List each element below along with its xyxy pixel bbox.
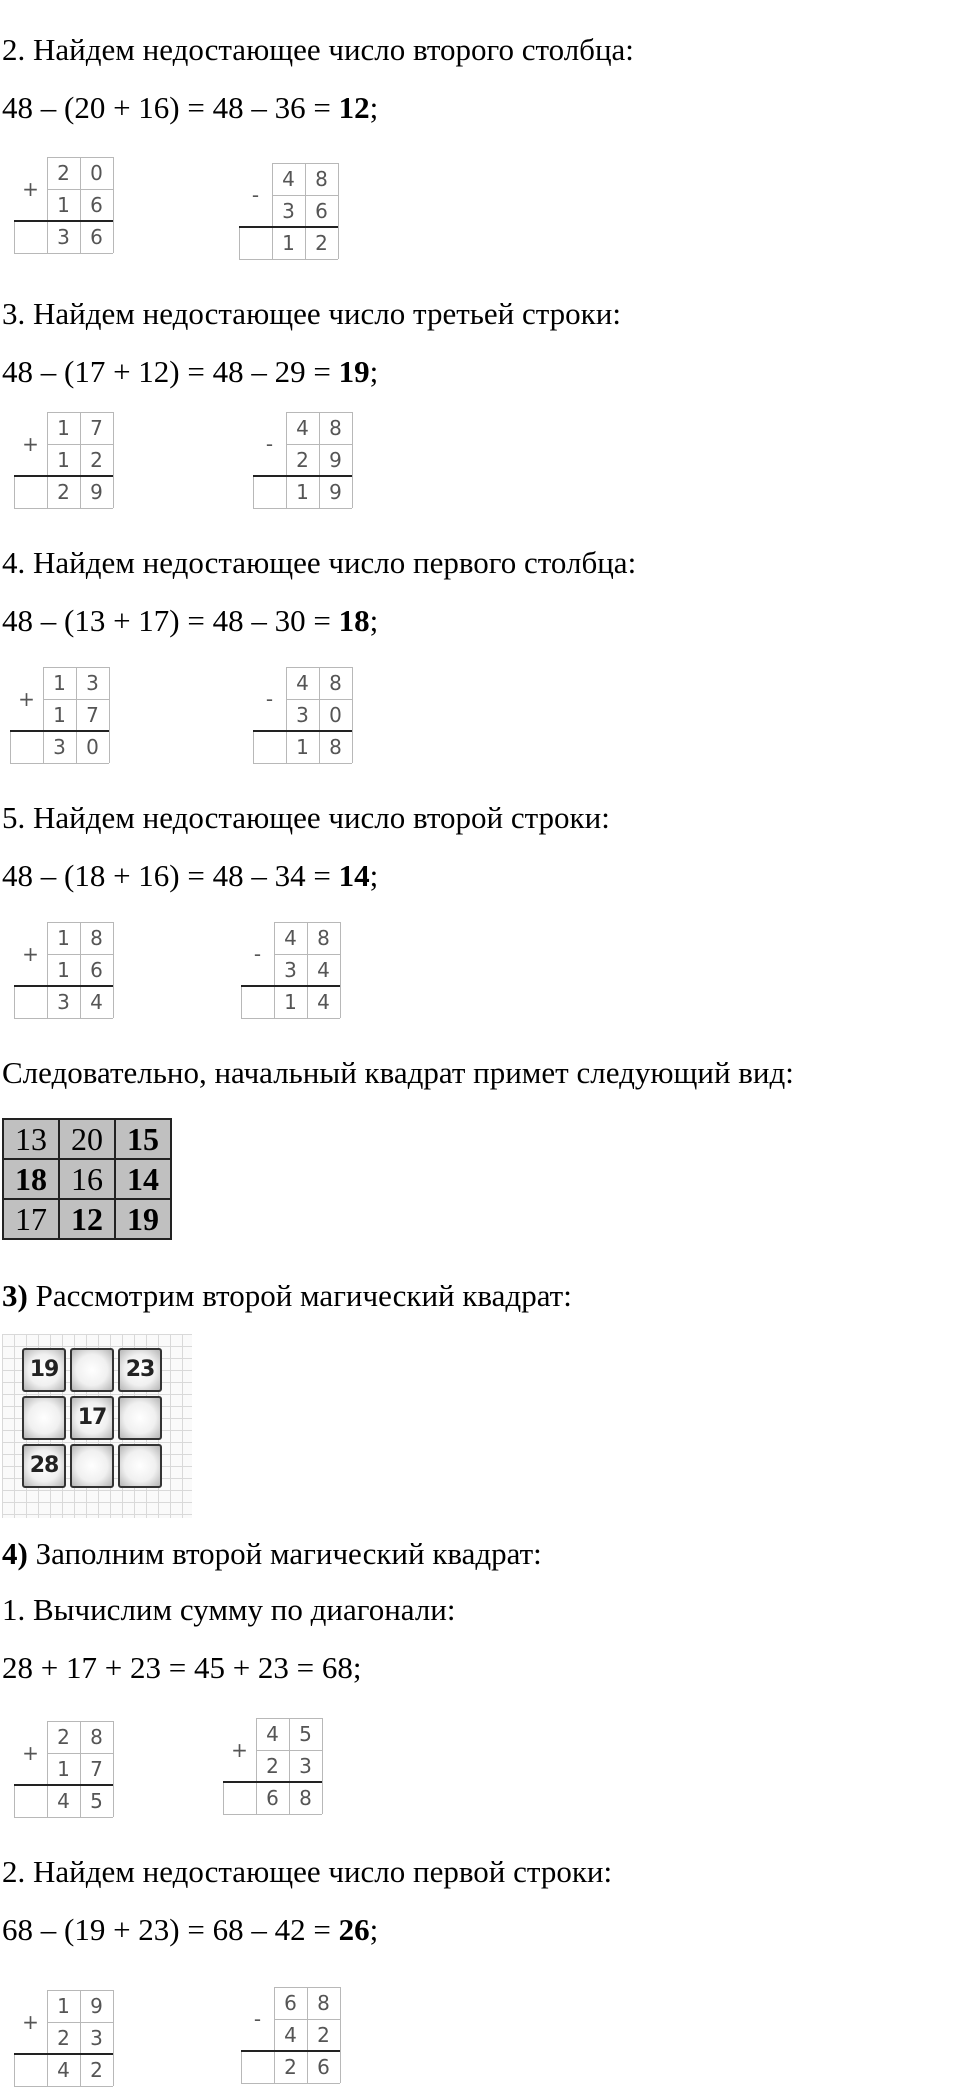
column-calculation bbox=[14, 157, 113, 253]
line-text: 2. Найдем недостающее число первой строки: bbox=[2, 1854, 613, 1889]
operation-sign: + bbox=[22, 1741, 39, 1765]
digit-cell: 7 bbox=[90, 416, 103, 440]
digit-cell: 2 bbox=[266, 1754, 279, 1778]
square-cell: 16 bbox=[59, 1159, 115, 1199]
digit-cell: 6 bbox=[315, 199, 328, 223]
line-text: 48 – (18 + 16) = 48 – 34 = bbox=[2, 858, 339, 893]
line-tail: Рассмотрим второй магический квадрат: bbox=[27, 1278, 572, 1313]
column-calculation bbox=[14, 1990, 113, 2086]
column-calculation bbox=[241, 1987, 340, 2083]
digit-cell: 4 bbox=[90, 990, 103, 1014]
square-cell: 13 bbox=[3, 1119, 59, 1159]
text-line bbox=[2, 354, 378, 390]
line-tail: ; bbox=[369, 354, 379, 389]
table-row bbox=[3, 1159, 171, 1199]
table-row bbox=[3, 1199, 171, 1239]
digit-cell: 3 bbox=[57, 990, 70, 1014]
digit-cell: 1 bbox=[296, 735, 309, 759]
digit-cell: 2 bbox=[90, 2058, 103, 2082]
line-bold: 12 bbox=[338, 90, 370, 125]
digit-cell: 4 bbox=[296, 671, 309, 695]
text-line bbox=[2, 1650, 362, 1686]
magic-square-cell bbox=[70, 1444, 114, 1488]
digit-cell: 8 bbox=[317, 1991, 330, 2015]
line-bold: 19 bbox=[338, 354, 370, 389]
operation-sign: + bbox=[22, 942, 39, 966]
operation-sign: + bbox=[18, 687, 35, 711]
digit-cell: 6 bbox=[90, 958, 103, 982]
operation-sign: + bbox=[22, 2010, 39, 2034]
table-row bbox=[3, 1119, 171, 1159]
result-square-table bbox=[2, 1118, 172, 1240]
square-cell: 12 bbox=[59, 1199, 115, 1239]
text-line bbox=[2, 1055, 794, 1091]
line-text: Следовательно, начальный квадрат примет следующий вид: bbox=[2, 1055, 794, 1090]
column-calculation bbox=[10, 667, 109, 763]
digit-cell: 9 bbox=[329, 480, 342, 504]
digit-cell: 1 bbox=[53, 703, 66, 727]
digit-cell: 1 bbox=[57, 193, 70, 217]
column-calculation bbox=[239, 163, 338, 259]
digit-cell: 2 bbox=[57, 480, 70, 504]
line-tail: ; bbox=[369, 1912, 379, 1947]
digit-cell: 8 bbox=[299, 1786, 312, 1810]
digit-cell: 2 bbox=[57, 2026, 70, 2050]
square-cell: 19 bbox=[115, 1199, 171, 1239]
line-bold: 3) bbox=[2, 1278, 28, 1313]
line-tail: ; bbox=[369, 90, 379, 125]
digit-cell: 7 bbox=[90, 1757, 103, 1781]
digit-cell: 2 bbox=[284, 2055, 297, 2079]
digit-cell: 3 bbox=[90, 2026, 103, 2050]
digit-cell: 2 bbox=[90, 448, 103, 472]
line-bold: 26 bbox=[338, 1912, 370, 1947]
operation-sign: - bbox=[253, 942, 262, 966]
digit-cell: 3 bbox=[299, 1754, 312, 1778]
operation-sign: - bbox=[265, 687, 274, 711]
text-line bbox=[2, 1278, 572, 1314]
line-text: 4. Найдем недостающее число первого столбца: bbox=[2, 545, 637, 580]
text-line bbox=[2, 858, 378, 894]
text-line bbox=[2, 545, 636, 581]
text-line bbox=[2, 1912, 378, 1948]
line-tail: ; bbox=[369, 858, 379, 893]
digit-cell: 2 bbox=[57, 1725, 70, 1749]
line-text: 48 – (20 + 16) = 48 – 36 = bbox=[2, 90, 339, 125]
digit-cell: 0 bbox=[329, 703, 342, 727]
line-text: 48 – (13 + 17) = 48 – 30 = bbox=[2, 603, 339, 638]
digit-cell: 8 bbox=[90, 1725, 103, 1749]
line-text: 68 – (19 + 23) = 68 – 42 = bbox=[2, 1912, 339, 1947]
digit-cell: 9 bbox=[329, 448, 342, 472]
square-cell: 15 bbox=[115, 1119, 171, 1159]
column-calculation bbox=[253, 667, 352, 763]
digit-cell: 1 bbox=[296, 480, 309, 504]
line-bold: 14 bbox=[338, 858, 370, 893]
digit-cell: 3 bbox=[296, 703, 309, 727]
digit-cell: 4 bbox=[57, 2058, 70, 2082]
line-text: 1. Вычислим сумму по диагонали: bbox=[2, 1592, 456, 1627]
digit-cell: 6 bbox=[90, 225, 103, 249]
digit-cell: 4 bbox=[317, 958, 330, 982]
digit-cell: 8 bbox=[317, 926, 330, 950]
digit-cell: 7 bbox=[86, 703, 99, 727]
digit-cell: 8 bbox=[329, 416, 342, 440]
text-line bbox=[2, 1854, 612, 1890]
operation-sign: - bbox=[253, 2007, 262, 2031]
square-cell: 18 bbox=[3, 1159, 59, 1199]
digit-cell: 2 bbox=[317, 2023, 330, 2047]
digit-cell: 0 bbox=[86, 735, 99, 759]
digit-cell: 0 bbox=[90, 161, 103, 185]
line-text: 2. Найдем недостающее число второго столбца: bbox=[2, 32, 634, 67]
digit-cell: 8 bbox=[329, 735, 342, 759]
magic-square-image bbox=[2, 1334, 192, 1518]
column-calculation bbox=[253, 412, 352, 508]
magic-square-cell bbox=[22, 1396, 66, 1440]
digit-cell: 4 bbox=[57, 1789, 70, 1813]
digit-cell: 4 bbox=[282, 167, 295, 191]
digit-cell: 1 bbox=[57, 416, 70, 440]
digit-cell: 4 bbox=[266, 1722, 279, 1746]
digit-cell: 8 bbox=[90, 926, 103, 950]
operation-sign: + bbox=[22, 432, 39, 456]
square-cell: 20 bbox=[59, 1119, 115, 1159]
digit-cell: 8 bbox=[329, 671, 342, 695]
digit-cell: 4 bbox=[284, 926, 297, 950]
digit-cell: 1 bbox=[284, 990, 297, 1014]
digit-cell: 5 bbox=[299, 1722, 312, 1746]
text-line bbox=[2, 32, 634, 68]
magic-square-cell bbox=[118, 1396, 162, 1440]
digit-cell: 1 bbox=[57, 926, 70, 950]
column-calculation bbox=[14, 922, 113, 1018]
square-cell: 17 bbox=[3, 1199, 59, 1239]
digit-cell: 6 bbox=[266, 1786, 279, 1810]
digit-cell: 2 bbox=[296, 448, 309, 472]
column-calculation bbox=[223, 1718, 322, 1814]
digit-cell: 6 bbox=[284, 1991, 297, 2015]
operation-sign: - bbox=[265, 432, 274, 456]
operation-sign: + bbox=[22, 177, 39, 201]
column-calculation bbox=[14, 412, 113, 508]
line-text: 48 – (17 + 12) = 48 – 29 = bbox=[2, 354, 339, 389]
digit-cell: 3 bbox=[57, 225, 70, 249]
magic-square-cell bbox=[118, 1444, 162, 1488]
operation-sign: + bbox=[231, 1738, 248, 1762]
column-calculation bbox=[14, 1721, 113, 1817]
digit-cell: 3 bbox=[282, 199, 295, 223]
text-line bbox=[2, 1592, 456, 1628]
column-calculation bbox=[241, 922, 340, 1018]
text-line bbox=[2, 1536, 542, 1572]
digit-cell: 1 bbox=[282, 231, 295, 255]
digit-cell: 8 bbox=[315, 167, 328, 191]
text-line bbox=[2, 296, 621, 332]
digit-cell: 5 bbox=[90, 1789, 103, 1813]
digit-cell: 2 bbox=[315, 231, 328, 255]
digit-cell: 3 bbox=[284, 958, 297, 982]
digit-cell: 2 bbox=[57, 161, 70, 185]
square-cell: 14 bbox=[115, 1159, 171, 1199]
line-text: 28 + 17 + 23 = 45 + 23 = 68; bbox=[2, 1650, 362, 1685]
line-text: 5. Найдем недостающее число второй строки: bbox=[2, 800, 610, 835]
digit-cell: 4 bbox=[317, 990, 330, 1014]
magic-square-cell: 28 bbox=[22, 1444, 66, 1488]
digit-cell: 3 bbox=[86, 671, 99, 695]
magic-square-cell: 17 bbox=[70, 1396, 114, 1440]
text-line bbox=[2, 90, 378, 126]
line-bold: 4) bbox=[2, 1536, 28, 1571]
digit-cell: 3 bbox=[53, 735, 66, 759]
digit-cell: 9 bbox=[90, 1994, 103, 2018]
digit-cell: 1 bbox=[57, 1994, 70, 2018]
digit-cell: 1 bbox=[57, 958, 70, 982]
operation-sign: - bbox=[251, 183, 260, 207]
digit-cell: 1 bbox=[57, 448, 70, 472]
digit-cell: 4 bbox=[296, 416, 309, 440]
line-bold: 18 bbox=[338, 603, 370, 638]
magic-square-cell bbox=[70, 1348, 114, 1392]
magic-square-cell: 23 bbox=[118, 1348, 162, 1392]
line-tail: Заполним второй магический квадрат: bbox=[27, 1536, 542, 1571]
text-line bbox=[2, 603, 378, 639]
digit-cell: 1 bbox=[53, 671, 66, 695]
digit-cell: 1 bbox=[57, 1757, 70, 1781]
magic-square-cell: 19 bbox=[22, 1348, 66, 1392]
digit-cell: 6 bbox=[317, 2055, 330, 2079]
digit-cell: 4 bbox=[284, 2023, 297, 2047]
text-line bbox=[2, 800, 610, 836]
line-tail: ; bbox=[369, 603, 379, 638]
digit-cell: 9 bbox=[90, 480, 103, 504]
digit-cell: 6 bbox=[90, 193, 103, 217]
line-text: 3. Найдем недостающее число третьей строки: bbox=[2, 296, 621, 331]
